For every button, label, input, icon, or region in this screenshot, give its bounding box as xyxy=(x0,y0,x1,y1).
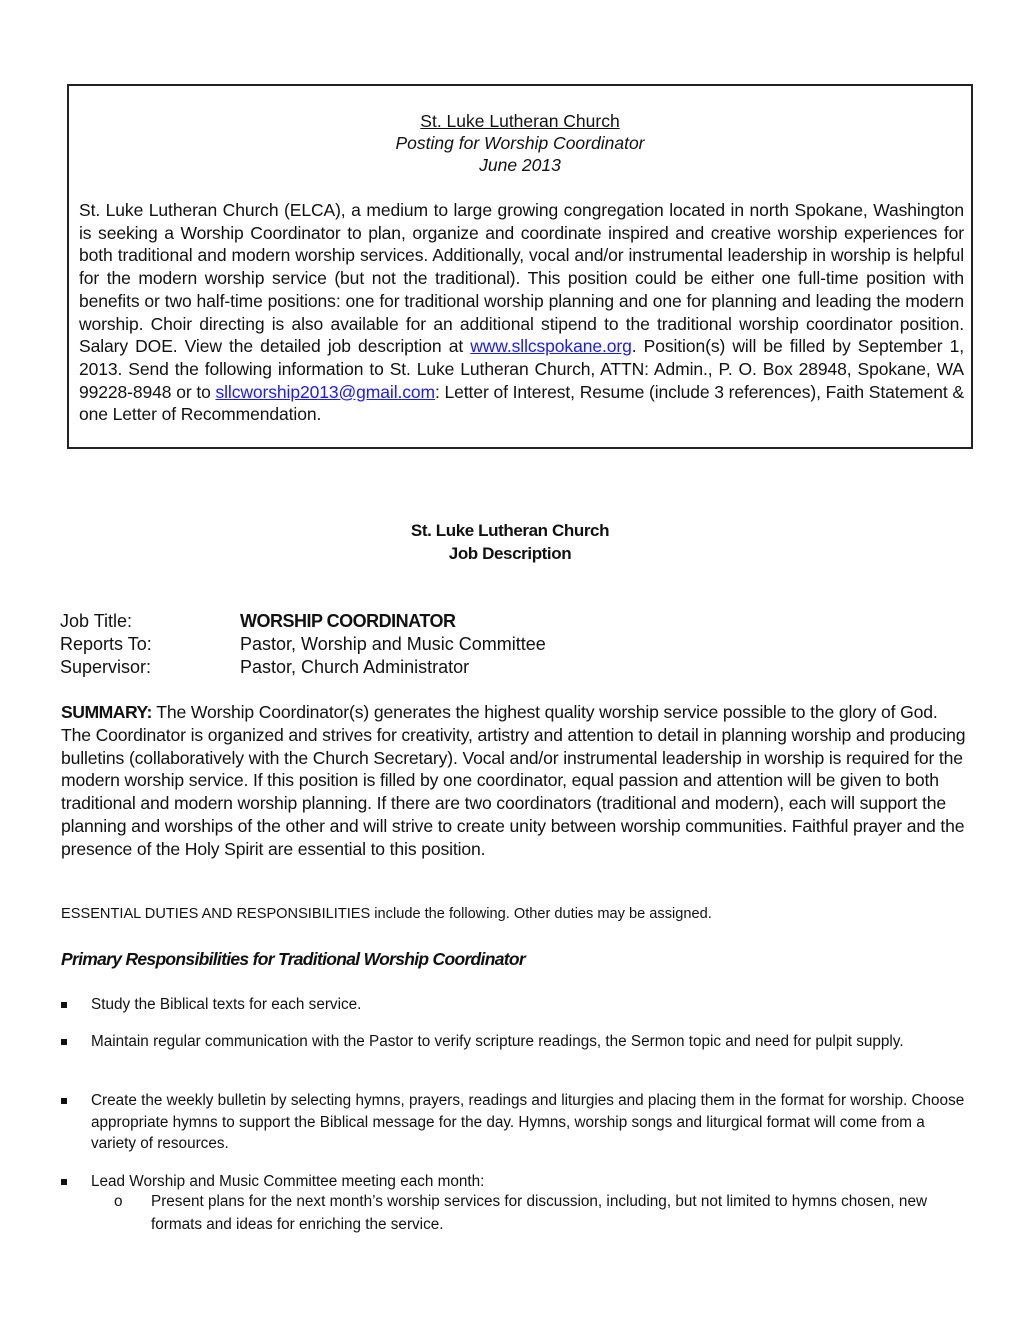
posting-box xyxy=(67,84,973,449)
summary-label: SUMMARY: xyxy=(61,702,152,722)
summary-paragraph xyxy=(61,701,966,861)
circle-bullet-icon: o xyxy=(114,1193,123,1210)
field-label: Job Title: xyxy=(60,611,133,631)
field-label: Reports To: xyxy=(60,634,152,654)
square-bullet-icon xyxy=(61,1039,67,1045)
website-link[interactable]: www.sllcspokane.org xyxy=(470,336,632,357)
essential-duties-intro: ESSENTIAL DUTIES AND RESPONSIBILITIES include the following. Other duties may be assigned. xyxy=(61,906,712,922)
square-bullet-icon xyxy=(61,1098,67,1104)
summary-text: The Worship Coordinator(s) generates the highest quality worship service possible to the glory of God. The Coordinator is organized and strives for creativity, artistry and attention to detail in planning worship and producing bulletins (collaboratively with the Church Secretary). Vocal and/or instrumental leadership in worship is required for the modern worship service. If this position is filled by one coordinator, equal passion and attention will be given to both traditional and modern worship planning. If there are two coordinators (traditional and modern), each will support the planning and worships of the other and will strive to create unity between worship communities. Faithful prayer and the presence of the Holy Spirit are essential to this position. xyxy=(61,702,966,859)
list-item xyxy=(61,994,966,1016)
posting-church-name: St. Luke Lutheran Church xyxy=(420,111,620,131)
email-link[interactable]: sllcworship2013@gmail.com xyxy=(215,381,435,402)
posting-date: June 2013 xyxy=(479,155,561,175)
field-value: Pastor, Church Administrator xyxy=(240,657,470,677)
field-value: Pastor, Worship and Music Committee xyxy=(240,634,546,654)
job-description-title: Job Description xyxy=(448,544,572,563)
sub-list-item xyxy=(114,1190,964,1236)
job-description-church-name: St. Luke Lutheran Church xyxy=(410,521,610,540)
field-value: WORSHIP COORDINATOR xyxy=(240,611,456,631)
posting-subtitle: Posting for Worship Coordinator xyxy=(395,133,645,153)
list-item xyxy=(61,1090,966,1155)
posting-text-3: : Letter of Interest, Resume (include 3 references), Faith Statement & one Letter of Recommendation. xyxy=(79,381,964,425)
field-label: Supervisor: xyxy=(60,657,152,677)
posting-text-1: St. Luke Lutheran Church (ELCA), a medium to large growing congregation located in north Spokane, Washington is seeking a Worship Coordinator to plan, organize and coordinate inspired and creative worship experiences for both traditional and modern worship services. Additionally, vocal and/or instrumental leadership in worship is helpful for the modern worship service (but not the traditional). This position could be either one full-time position with benefits or two half-time positions: one for traditional worship planning and one for planning and leading the modern worship. Choir directing is also available for an additional stipend to the traditional worship coordinator position. Salary DOE. View the detailed job description at xyxy=(79,200,964,357)
list-item-text: Study the Biblical texts for each service. xyxy=(91,996,362,1013)
list-item xyxy=(61,1031,966,1053)
section-title: Primary Responsibilities for Traditional Worship Coordinator xyxy=(61,949,525,969)
list-item-text: Lead Worship and Music Committee meeting each month: xyxy=(91,1173,485,1190)
list-item-text: Create the weekly bulletin by selecting hymns, prayers, readings and liturgies and placing them in the format for worship. Choose appropriate hymns to support the Biblical message for the day. Hymns, worship songs and liturgical format will come from a variety of resources. xyxy=(91,1092,965,1152)
square-bullet-icon xyxy=(61,1002,67,1008)
posting-body xyxy=(79,199,964,426)
posting-text-2: . Position(s) will be filled by September 1, 2013. Send the following information to St. Luke Lutheran Church, ATTN: Admin., P. O. Box 28948, Spokane, WA 99228-8948 or to xyxy=(79,336,964,402)
square-bullet-icon xyxy=(61,1179,67,1185)
sub-list-item-text: Present plans for the next month’s worship services for discussion, including, but not limited to hymns chosen, new formats and ideas for enriching the service. xyxy=(151,1193,927,1233)
list-item-text: Maintain regular communication with the Pastor to verify scripture readings, the Sermon topic and need for pulpit supply. xyxy=(91,1033,904,1050)
